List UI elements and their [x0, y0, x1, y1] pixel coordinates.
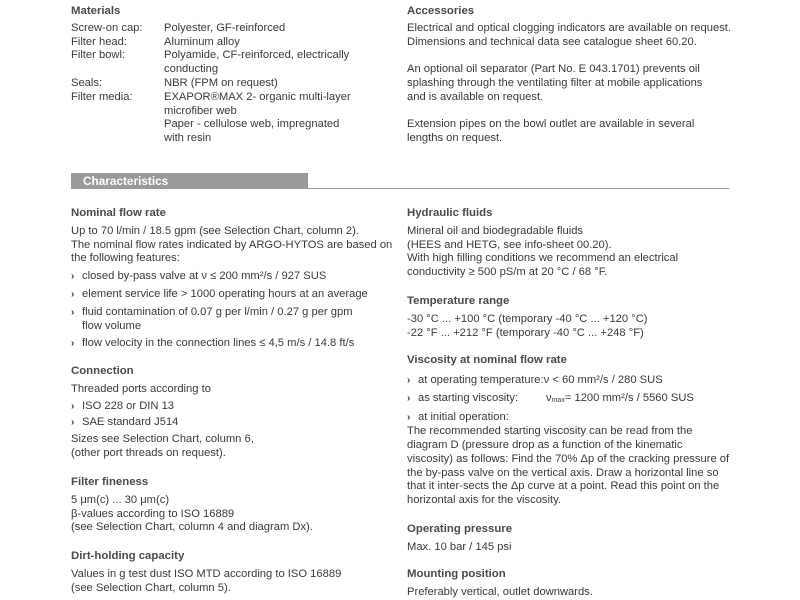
hydraulic-fluids-text: (HEES and HETG, see info-sheet 00.20). — [407, 238, 612, 251]
operating-pressure-section — [407, 523, 747, 555]
temperature-text: -22 °F ... +212 °F (temporary -40 °C ... +248 °F) — [407, 326, 644, 339]
chevron-right-icon: › — [71, 271, 75, 283]
nominal-flow-section — [71, 207, 391, 351]
accessories-text: Electrical and optical clogging indicators are available on request. — [407, 21, 732, 34]
chevron-right-icon: › — [407, 392, 411, 404]
materials-value: Paper - cellulose web, impregnated — [164, 118, 340, 131]
accessories-section — [407, 5, 747, 146]
fineness-text: 5 μm(c) ... 30 μm(c) — [71, 493, 170, 506]
materials-row — [71, 36, 371, 50]
mounting-position-section — [407, 568, 747, 600]
list-item-value: = 1200 mm²/s / 5560 SUS — [564, 391, 694, 404]
hydraulic-fluids-text: With high filling conditions we recommend an electrical — [407, 252, 679, 265]
materials-value: Aluminum alloy — [164, 35, 240, 48]
connection-text: (other port threads on request). — [71, 446, 226, 459]
chevron-right-icon: › — [71, 417, 75, 429]
connection-text: Sizes see Selection Chart, column 6, — [71, 433, 254, 446]
list-item — [71, 416, 391, 430]
materials-value: NBR (FPM on request) — [164, 76, 278, 89]
materials-value: Polyester, GF-reinforced — [164, 21, 286, 34]
viscosity-text: horizontal axis for the viscosity. — [407, 494, 561, 507]
section-divider — [308, 188, 729, 189]
list-item-text: ISO 228 or DIN 13 — [82, 399, 175, 412]
viscosity-text: viscosity) as follows: Find the 70% Δp of the cracking pressure of — [407, 452, 730, 465]
materials-label: Seals: — [71, 76, 103, 89]
materials-value: microfiber web — [164, 104, 237, 117]
accessories-text: and is available on request. — [407, 90, 544, 103]
fineness-text: β-values according to ISO 16889 — [71, 507, 235, 520]
list-item-text: element service life > 1000 operating hours at an average — [82, 287, 368, 300]
connection-section — [71, 365, 391, 461]
accessories-text: An optional oil separator (Part No. E 043.1701) prevents oil — [407, 63, 700, 76]
list-item-text: as starting viscosity: — [418, 391, 519, 404]
list-item-text: at initial operation: — [418, 411, 509, 424]
list-item-text: fluid contamination of 0.07 g per l/min / 0.27 g per gpm — [82, 305, 353, 318]
temperature-heading: Temperature range — [407, 295, 510, 307]
chevron-right-icon: › — [407, 374, 411, 386]
materials-label: Filter head: — [71, 35, 127, 48]
operating-pressure-heading: Operating pressure — [407, 523, 513, 535]
list-item-text: at operating temperature:ν < 60 mm²/s / 280 SUS — [418, 373, 663, 386]
temperature-text: -30 °C ... +100 °C (temporary -40 °C ... +120 °C) — [407, 312, 648, 325]
hydraulic-fluids-heading: Hydraulic fluids — [407, 207, 493, 219]
fineness-text: (see Selection Chart, column 4 and diagram Dx). — [71, 521, 313, 534]
nominal-flow-heading: Nominal flow rate — [71, 207, 166, 219]
chevron-right-icon: › — [71, 288, 75, 300]
materials-value: conducting — [164, 63, 219, 76]
materials-row — [71, 22, 371, 36]
viscosity-text: diagram D (pressure drop as a function of the kinematic — [407, 438, 683, 451]
materials-section — [71, 5, 371, 146]
hydraulic-fluids-text: Mineral oil and biodegradable fluids — [407, 224, 584, 237]
nominal-flow-text: The nominal flow rates indicated by ARGO-HYTOS are based on — [71, 238, 393, 251]
chevron-right-icon: › — [71, 306, 75, 318]
temperature-section — [407, 295, 747, 340]
viscosity-heading: Viscosity at nominal flow rate — [407, 354, 567, 366]
chevron-right-icon: › — [71, 400, 75, 412]
list-item-text: SAE standard J514 — [82, 416, 179, 429]
chevron-right-icon: › — [407, 412, 411, 424]
dirt-holding-heading: Dirt-holding capacity — [71, 550, 185, 562]
list-item — [71, 270, 391, 284]
list-item — [71, 400, 391, 414]
list-item — [407, 374, 747, 388]
fineness-heading: Filter fineness — [71, 476, 149, 488]
list-item-text: flow volume — [82, 319, 142, 332]
materials-label: Filter media: — [71, 90, 133, 103]
list-item — [407, 411, 747, 425]
dirt-holding-text: (see Selection Chart, column 5). — [71, 581, 231, 594]
mounting-position-text: Preferably vertical, outlet downwards. — [407, 585, 593, 598]
viscosity-text: the by-pass valve on the vertical axis. Draw a horizontal line so — [407, 466, 719, 479]
hydraulic-fluids-section — [407, 207, 747, 280]
fineness-section — [71, 476, 391, 535]
accessories-text: lengths on request. — [407, 132, 503, 145]
materials-row — [71, 49, 371, 77]
list-item — [71, 337, 391, 351]
accessories-heading: Accessories — [407, 5, 475, 17]
materials-heading: Materials — [71, 5, 121, 17]
operating-pressure-text: Max. 10 bar / 145 psi — [407, 540, 512, 553]
nu-subscript: max — [551, 396, 565, 404]
materials-value: with resin — [164, 132, 212, 145]
viscosity-text: The recommended starting viscosity can be read from the — [407, 425, 693, 438]
list-item — [407, 392, 747, 408]
accessories-text: Extension pipes on the bowl outlet are available in several — [407, 118, 695, 131]
materials-label: Filter bowl: — [71, 49, 126, 62]
materials-row — [71, 91, 371, 146]
materials-label: Screw-on cap: — [71, 21, 143, 34]
connection-heading: Connection — [71, 365, 134, 377]
chevron-right-icon: › — [71, 338, 75, 350]
nominal-flow-text: the following features: — [71, 252, 180, 265]
materials-value: Polyamide, CF-reinforced, electrically — [164, 49, 350, 62]
materials-row — [71, 77, 371, 91]
nu-symbol: ν — [546, 391, 552, 404]
materials-value: EXAPOR®MAX 2- organic multi-layer — [164, 90, 351, 103]
accessories-text: Dimensions and technical data see catalogue sheet 60.20. — [407, 35, 697, 48]
hydraulic-fluids-text: conductivity ≥ 500 pS/m at 20 °C / 68 °F. — [407, 266, 608, 279]
viscosity-text: that it inter-sects the Δp curve at a point. Read this point on the — [407, 480, 720, 493]
list-item-text: flow velocity in the connection lines ≤ 4,5 m/s / 14.8 ft/s — [82, 337, 355, 350]
accessories-text: splashing through the ventilating filter at mobile applications — [407, 76, 703, 89]
viscosity-section — [407, 354, 747, 508]
list-item-text: closed by-pass valve at ν ≤ 200 mm²/s / 927 SUS — [82, 270, 327, 283]
nominal-flow-text: Up to 70 l/min / 18.5 gpm (see Selection Chart, column 2). — [71, 224, 359, 237]
list-item — [71, 306, 391, 334]
connection-text: Threaded ports according to — [71, 382, 211, 395]
dirt-holding-section — [71, 550, 391, 595]
characteristics-section-title: Characteristics — [71, 173, 308, 189]
mounting-position-heading: Mounting position — [407, 568, 506, 580]
dirt-holding-text: Values in g test dust ISO MTD according to ISO 16889 — [71, 567, 342, 580]
list-item — [71, 288, 391, 302]
